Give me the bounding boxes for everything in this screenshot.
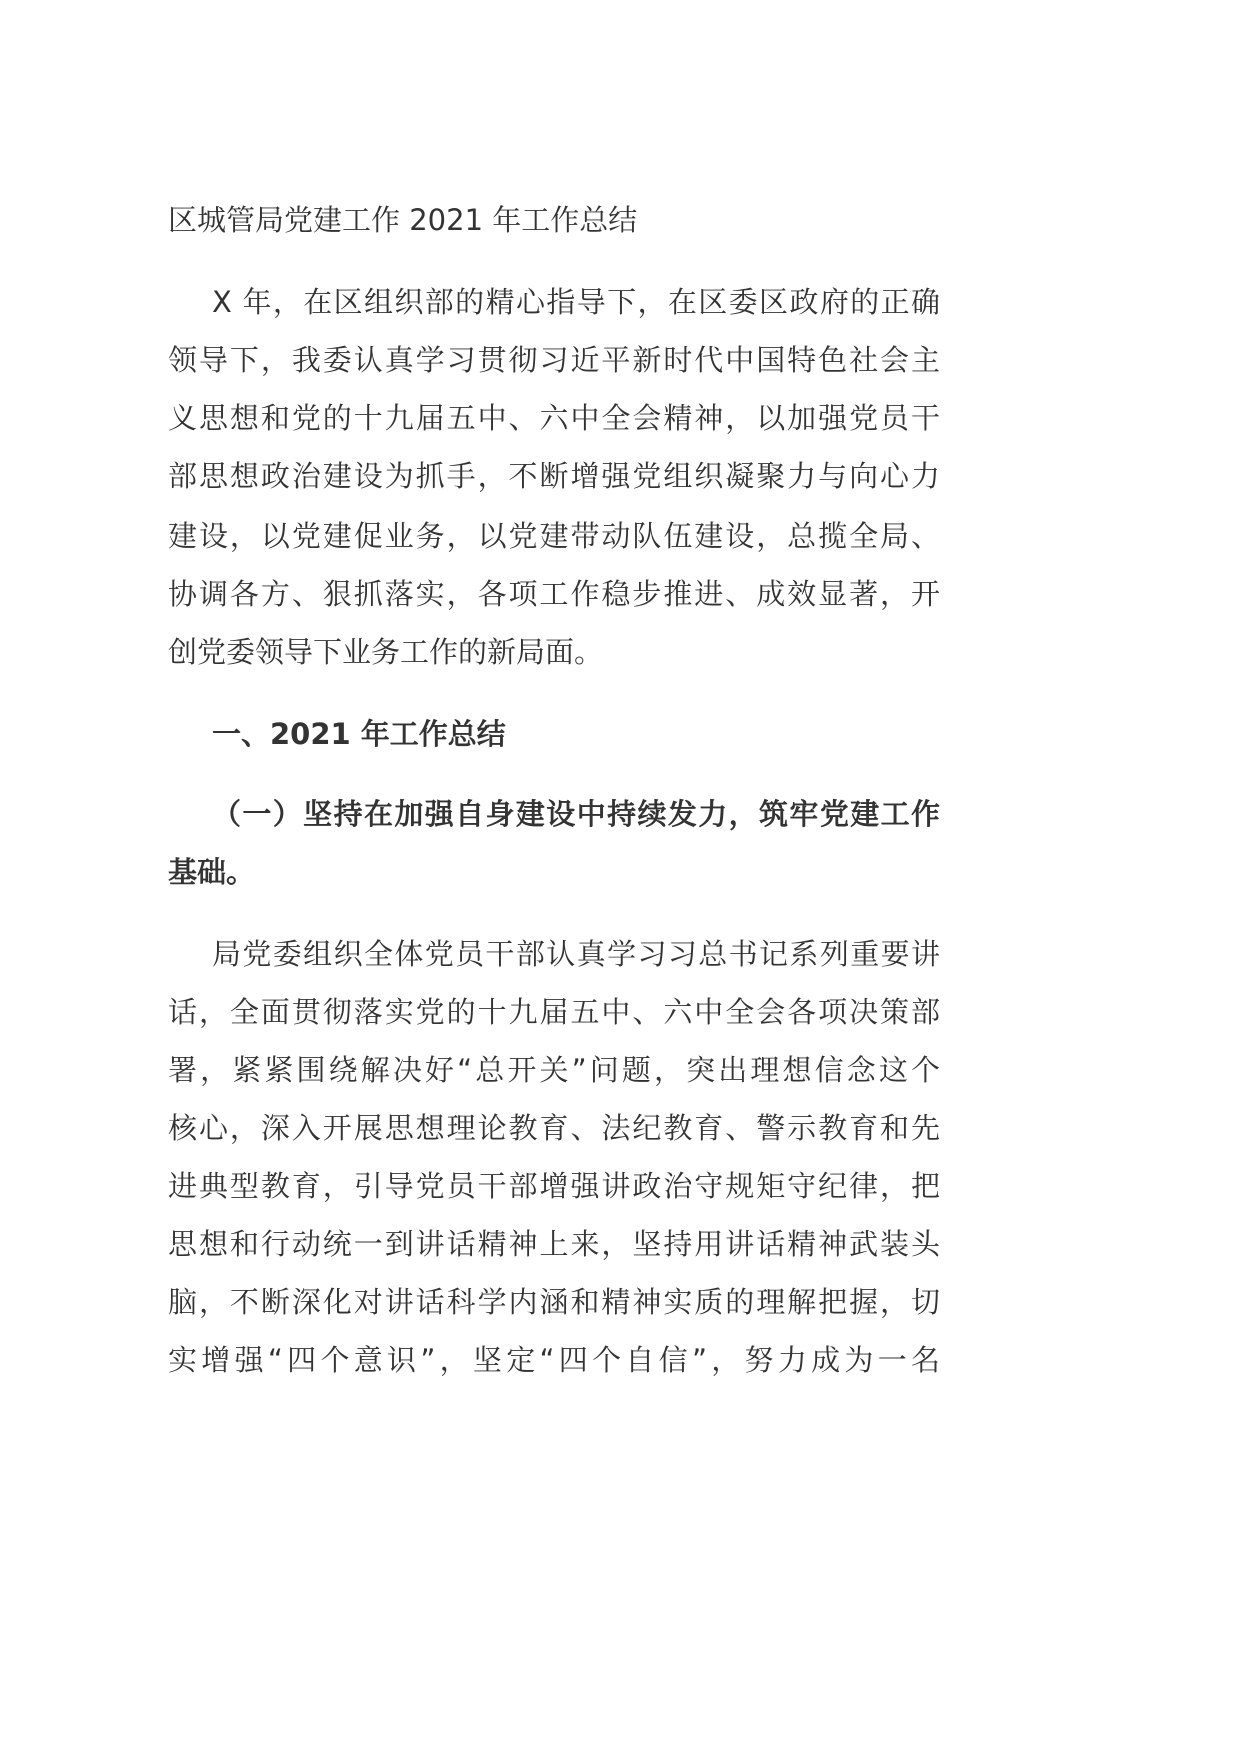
subheading-line: （一）坚持在加强自身建设中持续发力，筑牢党建工作: [212, 797, 940, 831]
paragraph-line: 实增强“四个意识”，坚定“四个自信”，努力成为一名: [168, 1343, 940, 1377]
paragraph-line: 脑，不断深化对讲话科学内涵和精神实质的理解把握，切: [168, 1285, 940, 1319]
paragraph-line: 义思想和党的十九届五中、六中全会精神，以加强党员干: [168, 401, 940, 435]
document-title: 区城管局党建工作 2021 年工作总结: [168, 203, 638, 237]
paragraph-line: X 年，在区组织部的精心指导下，在区委区政府的正确: [212, 285, 940, 319]
paragraph-line: 核心，深入开展思想理论教育、法纪教育、警示教育和先: [168, 1111, 940, 1145]
section-heading: 一、2021 年工作总结: [212, 717, 506, 751]
paragraph-line: 话，全面贯彻落实党的十九届五中、六中全会各项决策部: [168, 995, 940, 1029]
paragraph-line: 领导下，我委认真学习贯彻习近平新时代中国特色社会主: [168, 343, 940, 377]
paragraph-line: 创党委领导下业务工作的新局面。: [168, 635, 604, 669]
paragraph-line: 署，紧紧围绕解决好“总开关”问题，突出理想信念这个: [168, 1053, 940, 1087]
paragraph-line: 协调各方、狠抓落实，各项工作稳步推进、成效显著，开: [168, 577, 940, 611]
paragraph-line: 局党委组织全体党员干部认真学习习总书记系列重要讲: [212, 937, 940, 971]
paragraph-line: 思想和行动统一到讲话精神上来，坚持用讲话精神武装头: [168, 1227, 940, 1261]
subheading-line: 基础。: [168, 855, 256, 889]
paragraph-line: 进典型教育，引导党员干部增强讲政治守规矩守纪律，把: [168, 1169, 940, 1203]
paragraph-line: 建设，以党建促业务，以党建带动队伍建设，总揽全局、: [168, 519, 940, 553]
paragraph-line: 部思想政治建设为抓手，不断增强党组织凝聚力与向心力: [168, 459, 940, 493]
